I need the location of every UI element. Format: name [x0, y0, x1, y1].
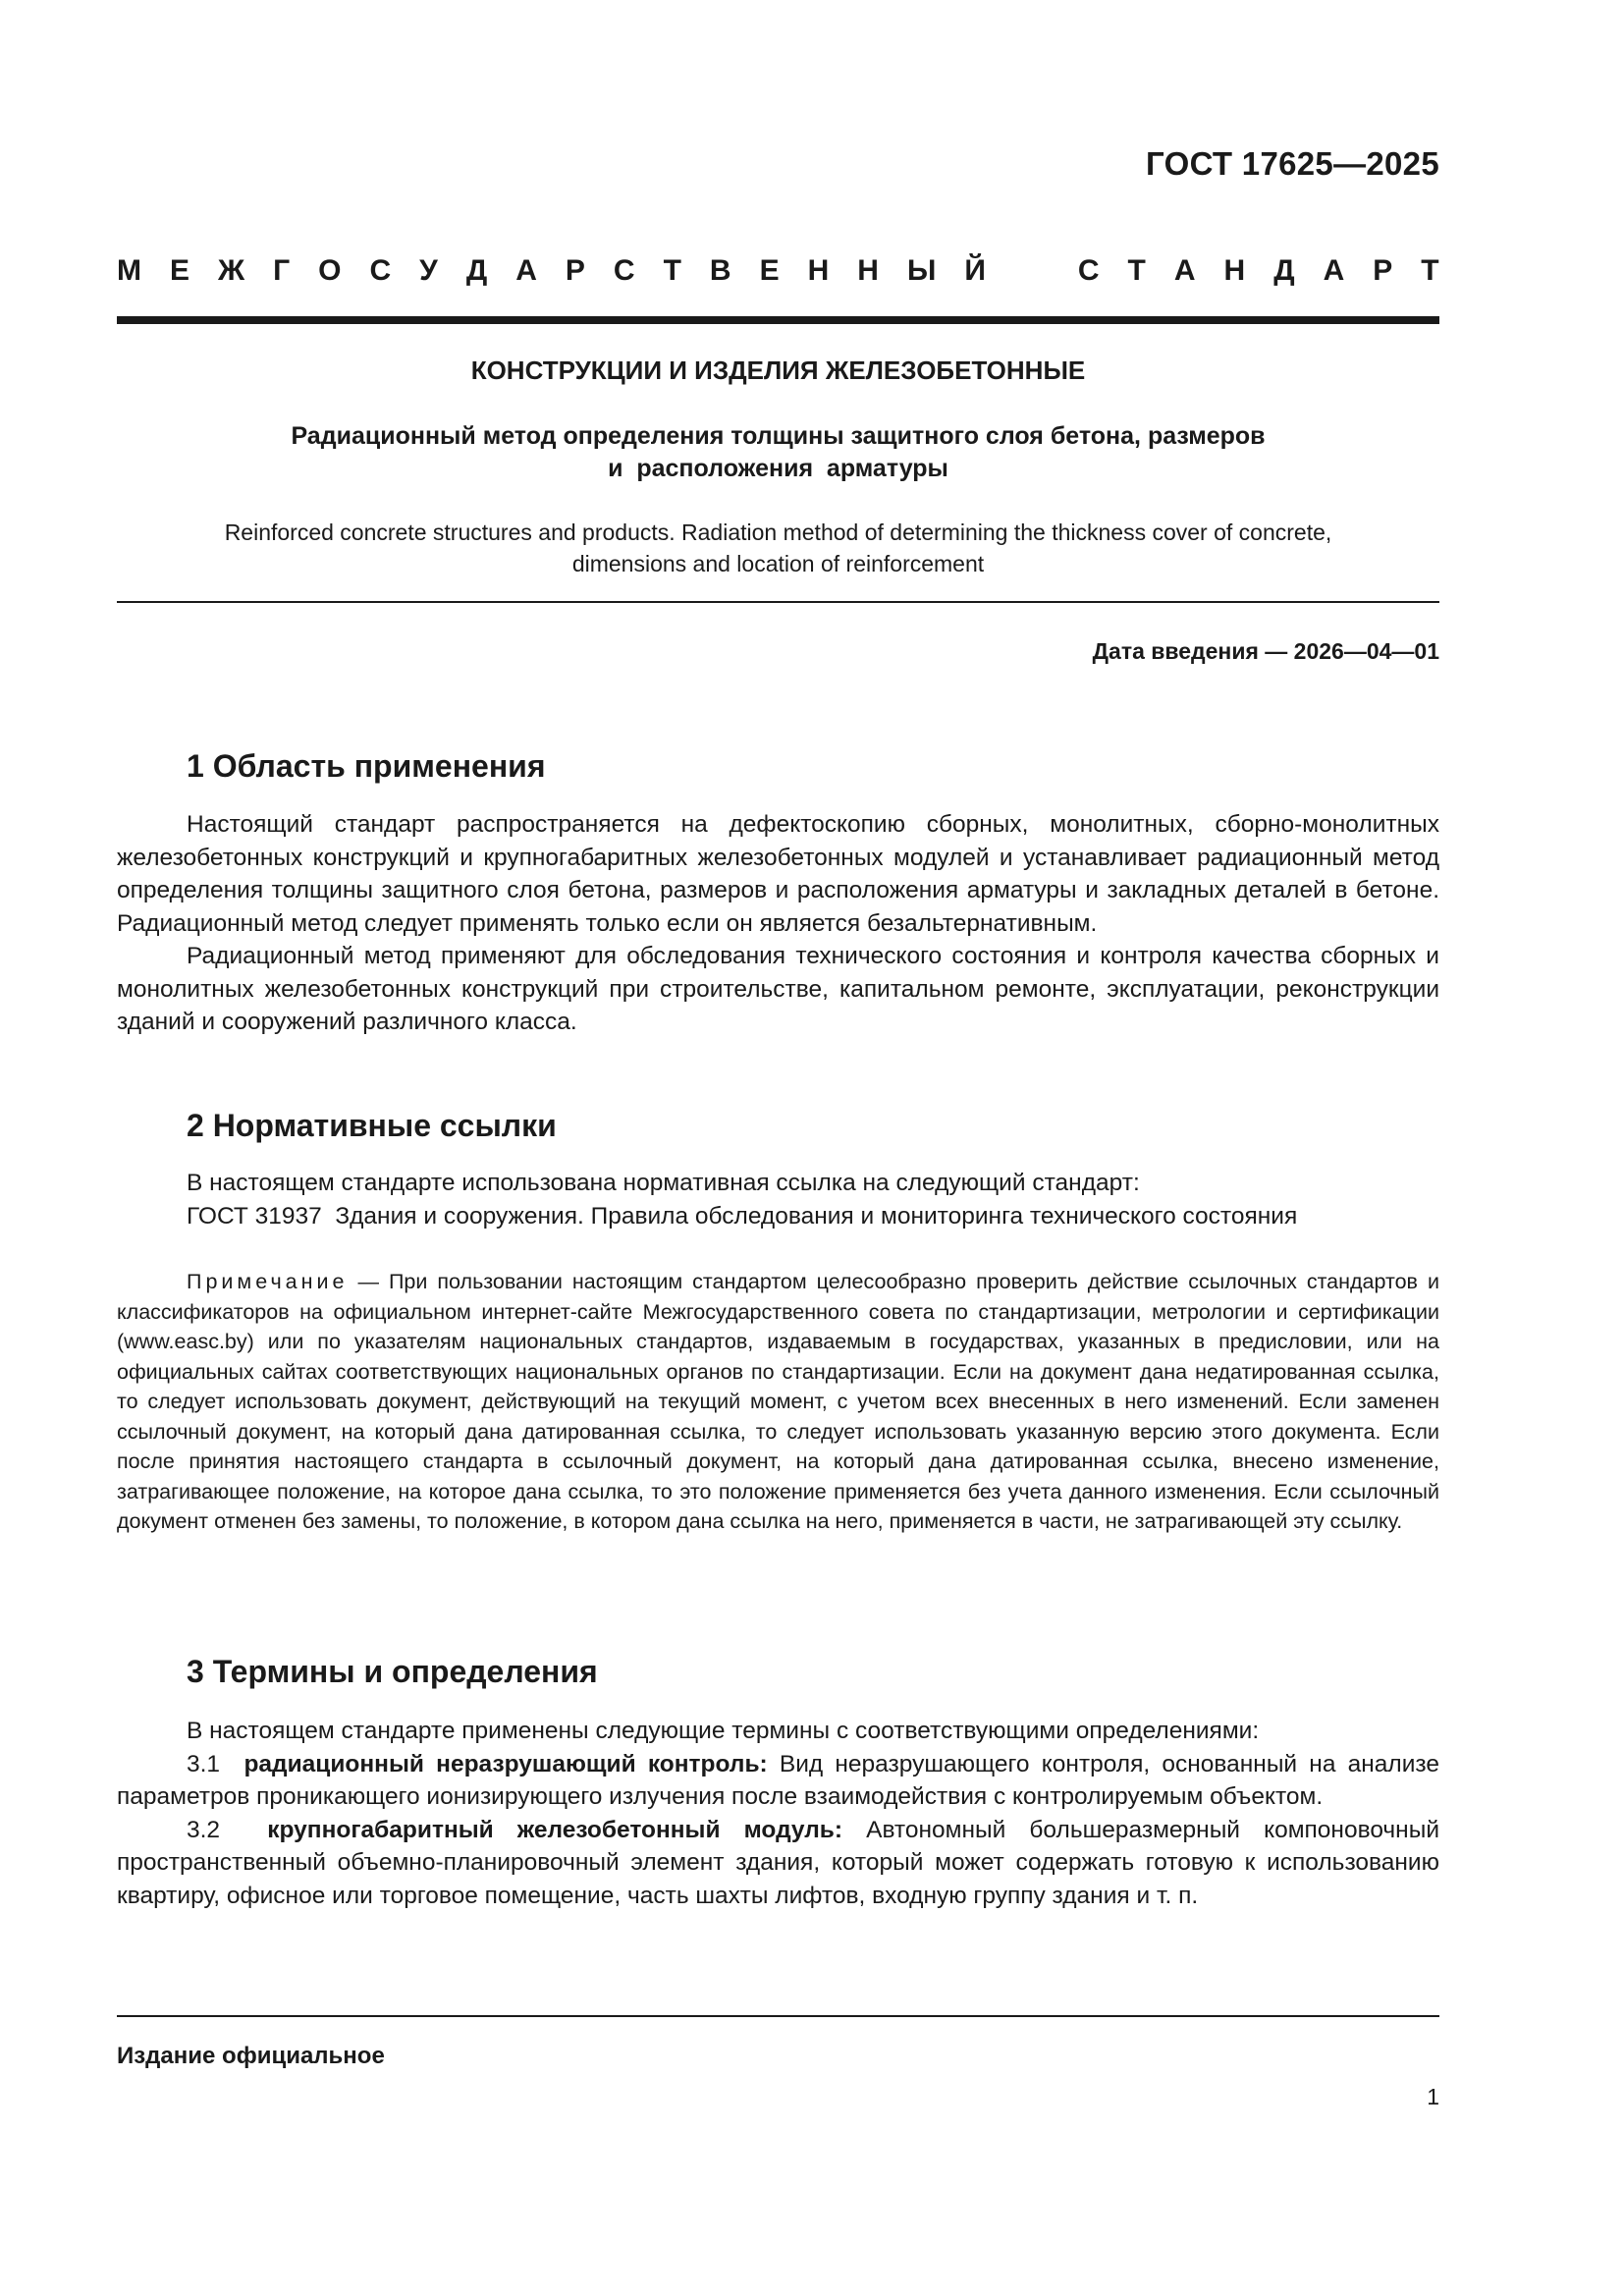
english-title-line-2: dimensions and location of reinforcement	[571, 551, 985, 576]
note-text: — При пользовании настоящим стандартом целесообразно проверить действие ссылочных стандартов и классификаторов на официальном интернет-сайте Межгосударственного совета по стандартизации, метрологии и сертификации (www.easc.by) или по указателям национальных стандартов, издаваемым в государствах, указанных в предисловии, или на официальных сайтах соответствующих национальных органов по стандартизации. Если на документ дана недатированная ссылка, то следует использовать документ, действующий на текущий момент, с учетом всех внесенных в него изменений. Если заменен ссылочный документ, на который дана датированная ссылка, то следует использовать указанную версию этого документа. Если после принятия настоящего стандарта в ссылочный документ, на который дана датированная ссылка, внесено изменение, затрагивающее положение, на которое дана ссылка, то это положение применяется без учета данного изменения. Если ссылочный документ отменен без замены, то положение, в котором дана ссылка на него, применяется в части, не затрагивающей эту ссылку.	[117, 1270, 1439, 1533]
header-thick-rule	[117, 316, 1439, 324]
term-3-1-term: радиационный неразрушающий контроль:	[243, 1750, 768, 1777]
standard-letter: А	[1323, 254, 1345, 287]
interstate-letter: А	[515, 254, 537, 287]
english-title-line-1: Reinforced concrete structures and products. Radiation method of determining the thickness cover of concrete,	[224, 519, 1332, 545]
introduction-date: Дата введения — 2026—04—01	[1092, 638, 1439, 664]
section-3-heading: 3 Термины и определения	[187, 1654, 598, 1689]
section-2-body	[117, 1167, 1439, 1232]
standard-letter: Д	[1273, 254, 1295, 287]
term-3-1-number: 3.1	[187, 1750, 244, 1777]
term-3-2-number: 3.2	[187, 1816, 268, 1843]
interstate-letter: Н	[807, 254, 830, 287]
interstate-standard-banner	[117, 251, 1439, 291]
standard-letter: А	[1173, 254, 1196, 287]
interstate-letter: С	[613, 254, 635, 287]
standard-letter: Т	[1127, 254, 1146, 287]
document-title: КОНСТРУКЦИИ И ИЗДЕЛИЯ ЖЕЛЕЗОБЕТОННЫЕ	[470, 355, 1086, 385]
interstate-letter: Е	[170, 254, 190, 287]
term-3-2-term: крупногабаритный железобетонный модуль:	[267, 1816, 843, 1843]
interstate-letter: М	[117, 254, 141, 287]
page-number: 1	[1427, 2084, 1439, 2109]
section-1-paragraph-2: Радиационный метод применяют для обследования технического состояния и контроля качества сборных и монолитных железобетонных конструкций при строительстве, капитальном ремонте, эксплуатации, реконструкции зданий и сооружений различного класса.	[117, 943, 1439, 1035]
term-3-1-definition: Вид неразрушающего контроля, основанный на анализе параметров проникающего ионизирующего излучения после взаимодействия с контролируемым объектом.	[117, 1750, 1439, 1810]
english-title	[117, 517, 1439, 579]
document-subtitle	[117, 420, 1439, 485]
interstate-letter: Д	[465, 254, 488, 287]
subtitle-line-2: и расположения арматуры	[608, 455, 948, 482]
normative-note	[117, 1267, 1439, 1537]
standard-letter: Р	[1373, 254, 1393, 287]
standard-letter: Н	[1223, 254, 1246, 287]
section-2-heading: 2 Нормативные ссылки	[187, 1108, 557, 1143]
note-label: Примечание	[187, 1270, 349, 1293]
title-bottom-rule	[117, 601, 1439, 603]
standard-letter: Т	[1421, 254, 1439, 287]
interstate-letter: В	[709, 254, 731, 287]
interstate-letter: Е	[759, 254, 780, 287]
section-1-body	[117, 808, 1439, 1039]
section-1-paragraph-1: Настоящий стандарт распространяется на дефектоскопию сборных, монолитных, сборно-монолитных железобетонных конструкций и крупногабаритных железобетонных модулей и устанавливает радиационный метод определения толщины защитного слоя бетона, размеров и расположения арматуры и закладных деталей в бетоне. Радиационный метод следует применять только если он является безальтернативным.	[117, 811, 1439, 937]
interstate-letter: Т	[663, 254, 681, 287]
official-edition-label: Издание официальное	[117, 2043, 385, 2069]
interstate-letter: С	[369, 254, 392, 287]
interstate-letter: У	[419, 254, 438, 287]
term-3-2-definition: Автономный большеразмерный компоновочный пространственный объемно-планировочный элемент здания, который может содержать готовую к использованию квартиру, офисное или торговое помещение, часть шахты лифтов, входную группу здания и т. п.	[117, 1816, 1440, 1909]
interstate-letter: Г	[273, 254, 291, 287]
interstate-letter: Й	[964, 254, 986, 287]
footer-rule	[117, 2015, 1439, 2017]
section-2-paragraph-1: В настоящем стандарте использована нормативная ссылка на следующий стандарт:	[187, 1170, 1140, 1196]
term-3-2	[117, 1814, 1439, 1913]
interstate-letter: Н	[857, 254, 879, 287]
document-code: ГОСТ 17625—2025	[1146, 145, 1439, 182]
interstate-letter: Р	[565, 254, 585, 287]
interstate-letter: Ы	[906, 254, 937, 287]
section-3-paragraph-1: В настоящем стандарте применены следующие термины с соответствующими определениями:	[187, 1718, 1260, 1744]
subtitle-line-1: Радиационный метод определения толщины защитного слоя бетона, размеров	[291, 422, 1266, 450]
interstate-letter: О	[318, 254, 342, 287]
interstate-letter: Ж	[218, 254, 245, 287]
section-3-body	[117, 1715, 1439, 1912]
standard-letter: С	[1077, 254, 1100, 287]
section-1-heading: 1 Область применения	[187, 748, 546, 784]
term-3-1	[117, 1748, 1439, 1814]
section-2-reference: ГОСТ 31937 Здания и сооружения. Правила обследования и мониторинга технического состояния	[187, 1202, 1298, 1230]
